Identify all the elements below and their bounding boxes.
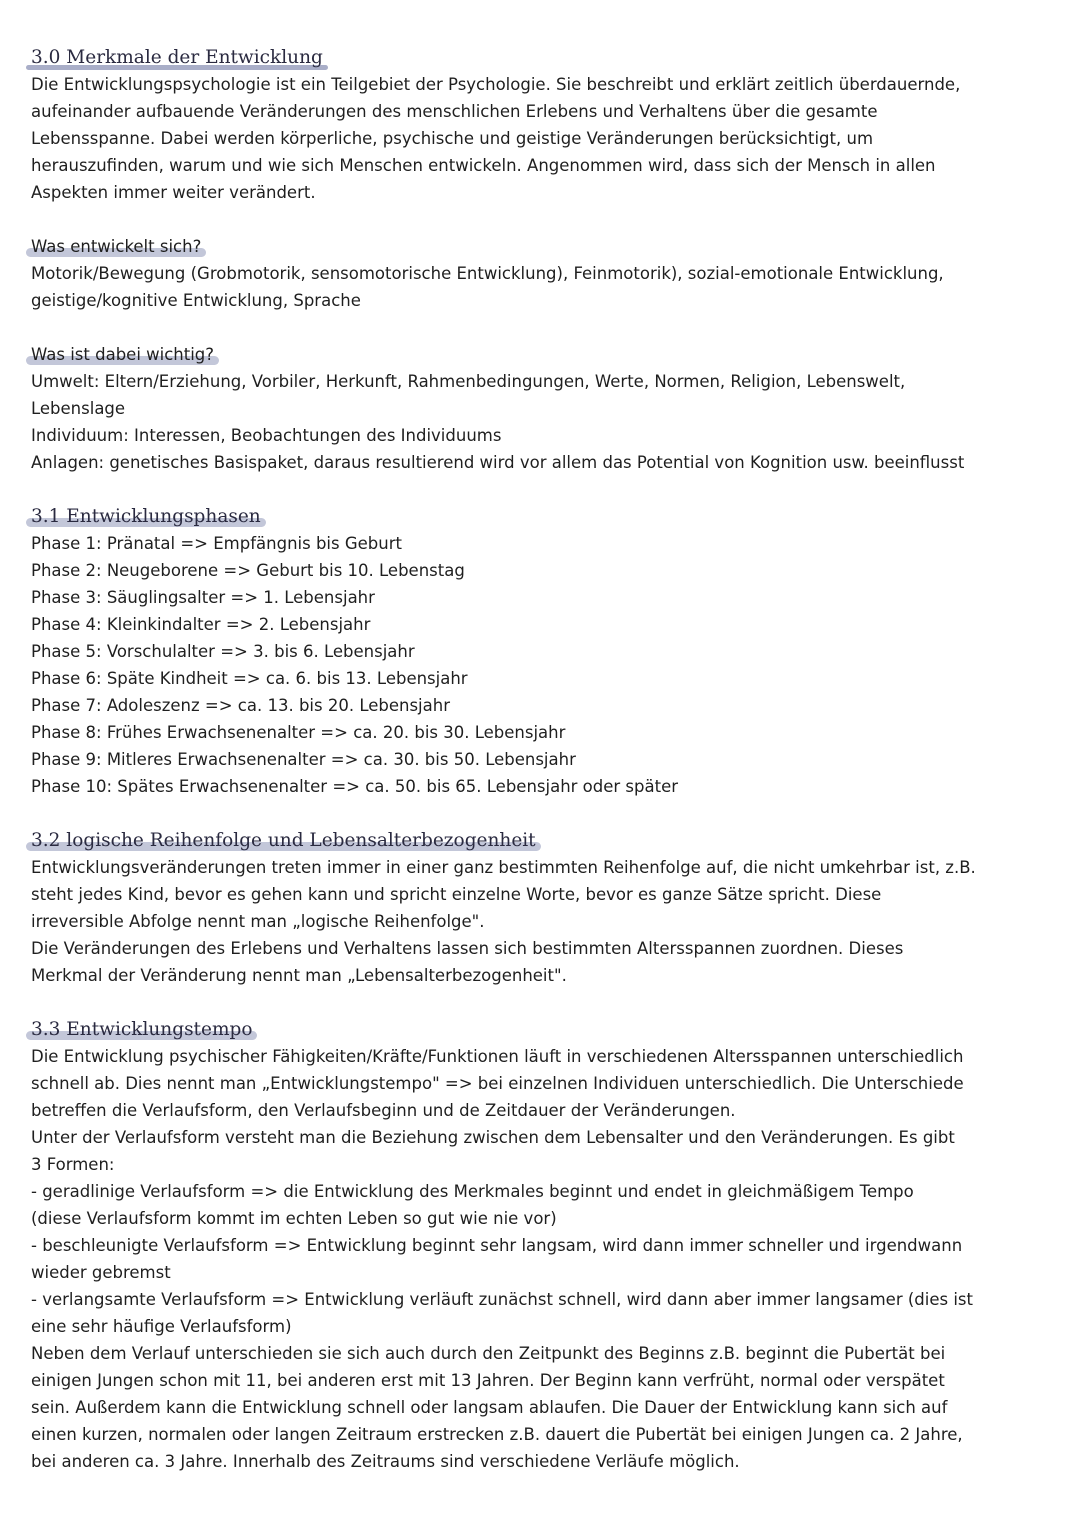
question-title: Was ist dabei wichtig? (31, 345, 215, 364)
text-line: wieder gebremst (31, 1263, 171, 1282)
question-heading-development (31, 233, 201, 260)
text-line: Lebensspanne. Dabei werden körperliche, psychische und geistige Veränderungen berücksichtigt, um (31, 129, 874, 148)
phase-item: Phase 1: Pränatal => Empfängnis bis Geburt (31, 534, 402, 553)
text-line: - beschleunigte Verlaufsform => Entwicklung beginnt sehr langsam, wird dann immer schneller und irgendwann (31, 1236, 963, 1255)
text-line: (diese Verlaufsform kommt im echten Leben so gut wie nie vor) (31, 1209, 557, 1228)
text-line: Aspekten immer weiter verändert. (31, 183, 316, 202)
text-line: steht jedes Kind, bevor es gehen kann und spricht einzelne Worte, bevor es ganze Sätze spricht. Diese (31, 885, 882, 904)
text-line: betreffen die Verlaufsform, den Verlaufsbeginn und de Zeitdauer der Veränderungen. (31, 1101, 736, 1120)
text-line: einen kurzen, normalen oder langen Zeitraum erstrecken z.B. dauert die Pubertät bei einigen Jungen ca. 2 Jahre, (31, 1425, 963, 1444)
phase-item: Phase 2: Neugeborene => Geburt bis 10. Lebenstag (31, 561, 465, 580)
text-line: - verlangsamte Verlaufsform => Entwicklung verläuft zunächst schnell, wird dann aber immer langsamer (dies ist (31, 1290, 973, 1309)
paragraph-development (31, 260, 1056, 314)
paragraph-3-0 (31, 71, 1056, 206)
section-title: 3.0 Merkmale der Entwicklung (31, 47, 323, 68)
phase-item: Phase 4: Kleinkindalter => 2. Lebensjahr (31, 615, 371, 634)
text-line: Unter der Verlaufsform versteht man die Beziehung zwischen dem Lebensalter und den Veränderungen. Es gibt (31, 1128, 955, 1147)
text-line: irreversible Abfolge nennt man „logische Reihenfolge". (31, 912, 485, 931)
text-line: Neben dem Verlauf unterschieden sie sich auch durch den Zeitpunkt des Beginns z.B. beginnt die Pubertät bei (31, 1344, 946, 1363)
phase-item: Phase 9: Mitleres Erwachsenenalter => ca. 30. bis 50. Lebensjahr (31, 750, 576, 769)
section-title: 3.3 Entwicklungstempo (31, 1019, 253, 1040)
text-line: Anlagen: genetisches Basispaket, daraus resultierend wird vor allem das Potential von Kognition usw. beeinflusst (31, 453, 965, 472)
document-page (31, 44, 1056, 1475)
text-line: Lebenslage (31, 399, 126, 418)
phase-item: Phase 3: Säuglingsalter => 1. Lebensjahr (31, 588, 375, 607)
question-heading-important (31, 341, 214, 368)
section-heading-3-3 (31, 1016, 252, 1043)
phase-item: Phase 6: Späte Kindheit => ca. 6. bis 13. Lebensjahr (31, 669, 468, 688)
text-line: schnell ab. Dies nennt man „Entwicklungstempo" => bei einzelnen Individuen unterschiedlich. Die Unterschiede (31, 1074, 964, 1093)
text-line: Motorik/Bewegung (Grobmotorik, sensomotorische Entwicklung), Feinmotorik), sozial-emotionale Entwicklung, (31, 264, 944, 283)
text-line: Merkmal der Veränderung nennt man „Lebensalterbezogenheit". (31, 966, 567, 985)
phase-item: Phase 5: Vorschulalter => 3. bis 6. Lebensjahr (31, 642, 415, 661)
text-line: bei anderen ca. 3 Jahre. Innerhalb des Zeitraums sind verschiedene Verläufe möglich. (31, 1452, 740, 1471)
text-line: Individuum: Interessen, Beobachtungen des Individuums (31, 426, 502, 445)
phase-item: Phase 7: Adoleszenz => ca. 13. bis 20. Lebensjahr (31, 696, 450, 715)
text-line: aufeinander aufbauende Veränderungen des menschlichen Erlebens und Verhaltens über die gesamte (31, 102, 878, 121)
question-title: Was entwickelt sich? (31, 237, 202, 256)
text-line: herauszufinden, warum und wie sich Menschen entwickeln. Angenommen wird, dass sich der Mensch in allen (31, 156, 936, 175)
paragraph-3-3 (31, 1043, 1056, 1475)
text-line: geistige/kognitive Entwicklung, Sprache (31, 291, 361, 310)
section-heading-3-1 (31, 503, 261, 530)
text-line: - geradlinige Verlaufsform => die Entwicklung des Merkmales beginnt und endet in gleichmäßigem Tempo (31, 1182, 914, 1201)
text-line: eine sehr häufige Verlaufsform) (31, 1317, 292, 1336)
section-heading-3-0 (31, 44, 323, 71)
text-line: 3 Formen: (31, 1155, 115, 1174)
text-line: Umwelt: Eltern/Erziehung, Vorbiler, Herkunft, Rahmenbedingungen, Werte, Normen, Religion, Lebenswelt, (31, 372, 906, 391)
text-line: Die Entwicklung psychischer Fähigkeiten/Kräfte/Funktionen läuft in verschiedenen Altersspannen unterschiedlich (31, 1047, 964, 1066)
text-line: einigen Jungen schon mit 11, bei anderen erst mit 13 Jahren. Der Beginn kann verfrüht, normal oder verspätet (31, 1371, 945, 1390)
text-line: sein. Außerdem kann die Entwicklung schnell oder langsam ablaufen. Die Dauer der Entwicklung kann sich auf (31, 1398, 948, 1417)
section-heading-3-2 (31, 827, 536, 854)
section-title: 3.1 Entwicklungsphasen (31, 506, 261, 527)
paragraph-3-2 (31, 854, 1056, 989)
phase-item: Phase 8: Frühes Erwachsenenalter => ca. 20. bis 30. Lebensjahr (31, 723, 566, 742)
phase-list (31, 530, 1056, 800)
text-line: Die Veränderungen des Erlebens und Verhaltens lassen sich bestimmten Altersspannen zuordnen. Dieses (31, 939, 904, 958)
paragraph-important (31, 368, 1056, 476)
text-line: Entwicklungsveränderungen treten immer in einer ganz bestimmten Reihenfolge auf, die nicht umkehrbar ist, z.B. (31, 858, 976, 877)
section-title: 3.2 logische Reihenfolge und Lebensalterbezogenheit (31, 830, 536, 851)
text-line: Die Entwicklungspsychologie ist ein Teilgebiet der Psychologie. Sie beschreibt und erklärt zeitlich überdauernde, (31, 75, 961, 94)
phase-item: Phase 10: Spätes Erwachsenenalter => ca. 50. bis 65. Lebensjahr oder später (31, 777, 679, 796)
